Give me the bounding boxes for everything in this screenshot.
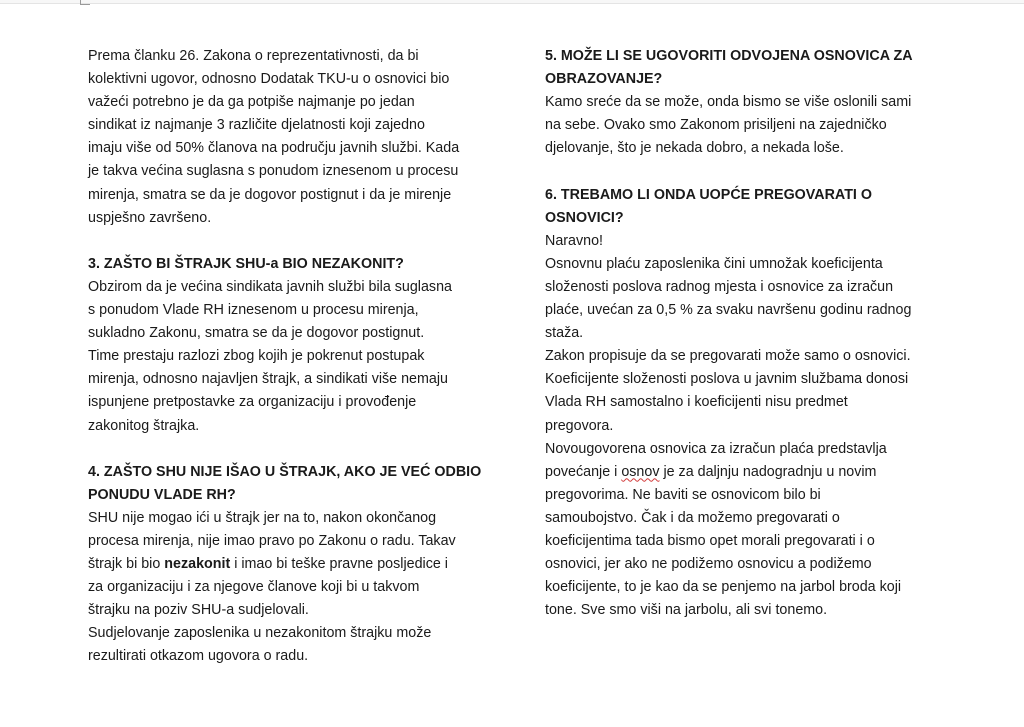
text-line: Naravno! xyxy=(545,232,604,249)
text-line: ispunjene pretpostavke za organizaciju i provođenje xyxy=(88,394,417,411)
text-line: Time prestaju razlozi zbog kojih je pokrenut postupak xyxy=(88,348,425,365)
bold-emphasis: nezakonit xyxy=(164,556,231,573)
document-column-left xyxy=(88,45,518,669)
section-4 xyxy=(88,461,518,669)
text-line: koeficijente, to je kao da se penjemo na jarbol broda koji xyxy=(545,579,902,596)
intro-paragraph xyxy=(88,45,518,230)
text-line: rezultirati otkazom ugovora o radu. xyxy=(88,648,309,665)
text-line: Kamo sreće da se može, onda bismo se više oslonili sami xyxy=(545,94,912,111)
text-line: Sudjelovanje zaposlenika u nezakonitom štrajku može xyxy=(88,625,432,642)
text-line: Obzirom da je većina sindikata javnih službi bila suglasna xyxy=(88,278,452,295)
text-line: sindikat iz najmanje 3 različite djelatnosti koji zajedno xyxy=(88,117,425,134)
text-line: samoubojstvo. Čak i da možemo pregovarati o xyxy=(545,509,840,526)
text-line xyxy=(545,461,955,484)
section-heading: PONUDU VLADE RH? xyxy=(88,486,236,503)
text-line: na sebe. Ovako smo Zakonom prisiljeni na zajedničko xyxy=(545,117,887,134)
section-heading: OBRAZOVANJE? xyxy=(545,71,663,88)
text-line: za organizaciju i za njegove članove koji bi u takvom xyxy=(88,579,420,596)
text-line: koeficijentima tada bismo opet morali pregovarati i o xyxy=(545,532,875,549)
text-line: osnovici, jer ako ne podižemo osnovicu a podižemo xyxy=(545,556,872,573)
text-line: pregovorima. Ne baviti se osnovicom bilo bi xyxy=(545,486,821,503)
text-line: plaće, uvećan za 0,5 % za svaku navršenu godinu radnog xyxy=(545,302,912,319)
section-heading: 5. MOŽE LI SE UGOVORITI ODVOJENA OSNOVICA ZA xyxy=(545,48,913,64)
section-heading: 6. TREBAMO LI ONDA UOPĆE PREGOVARATI O xyxy=(545,186,872,203)
section-5 xyxy=(545,45,955,160)
text-line: važeći potrebno je da ga potpiše najmanje po jedan xyxy=(88,94,415,111)
text-line: s ponudom Vlade RH iznesenom u procesu mirenja, xyxy=(88,302,419,319)
section-heading: 3. ZAŠTO BI ŠTRAJK SHU-a BIO NEZAKONIT? xyxy=(88,255,404,272)
document-column-right xyxy=(545,45,955,622)
text-line: Koeficijente složenosti poslova u javnim službama donosi xyxy=(545,371,909,388)
text-line: imaju više od 50% članova na području javnih službi. Kada xyxy=(88,140,460,157)
spellcheck-flagged-word[interactable]: osnov xyxy=(621,463,660,480)
text-line: Prema članku 26. Zakona o reprezentativnosti, da bi xyxy=(88,48,419,64)
text-line: uspješno završeno. xyxy=(88,209,212,226)
text-line: Osnovnu plaću zaposlenika čini umnožak koeficijenta xyxy=(545,255,883,272)
margin-crop-mark xyxy=(80,0,90,5)
text-line: je takva većina suglasna s ponudom iznesenom u procesu xyxy=(88,163,459,180)
section-heading: OSNOVICI? xyxy=(545,209,624,226)
paragraph-gap xyxy=(88,438,518,461)
text-line: zakonitog štrajka. xyxy=(88,417,200,434)
text-fragment: je za daljnju nadogradnju u novim xyxy=(659,463,877,480)
text-fragment: povećanje i xyxy=(545,463,622,480)
text-line: kolektivni ugovor, odnosno Dodatak TKU-u o osnovici bio xyxy=(88,71,450,88)
section-3 xyxy=(88,253,518,438)
text-line xyxy=(88,553,518,576)
text-line: djelovanje, što je nekada dobro, a nekada loše. xyxy=(545,140,844,157)
text-line: Vlada RH samostalno i koeficijenti nisu predmet xyxy=(545,394,848,411)
text-line: Novougovorena osnovica za izračun plaća predstavlja xyxy=(545,440,887,457)
text-line: procesa mirenja, nije imao pravo po Zakonu o radu. Takav xyxy=(88,532,456,549)
text-line: Zakon propisuje da se pregovarati može samo o osnovici. xyxy=(545,348,911,365)
text-line: tone. Sve smo viši na jarbolu, ali svi tonemo. xyxy=(545,602,828,619)
window-top-edge xyxy=(0,0,1024,4)
section-6 xyxy=(545,184,955,623)
text-fragment: i imao bi teške pravne posljedice i xyxy=(230,556,448,573)
text-fragment: štrajk bi bio xyxy=(88,556,165,573)
text-line: staža. xyxy=(545,325,584,342)
paragraph-gap xyxy=(88,230,518,253)
section-heading: 4. ZAŠTO SHU NIJE IŠAO U ŠTRAJK, AKO JE VEĆ ODBIO xyxy=(88,463,482,480)
text-line: mirenja, smatra se da je dogovor postignut i da je mirenje xyxy=(88,186,452,203)
text-line: mirenja, odnosno najavljen štrajk, a sindikati više nemaju xyxy=(88,371,448,388)
text-line: štrajku na poziv SHU-a sudjelovali. xyxy=(88,602,309,619)
text-line: složenosti poslova radnog mjesta i osnovice za izračun xyxy=(545,278,894,295)
paragraph-gap xyxy=(545,160,955,183)
text-line: sukladno Zakonu, smatra se da je dogovor postignut. xyxy=(88,325,425,342)
text-line: SHU nije mogao ići u štrajk jer na to, nakon okončanog xyxy=(88,509,437,526)
text-line: pregovora. xyxy=(545,417,614,434)
